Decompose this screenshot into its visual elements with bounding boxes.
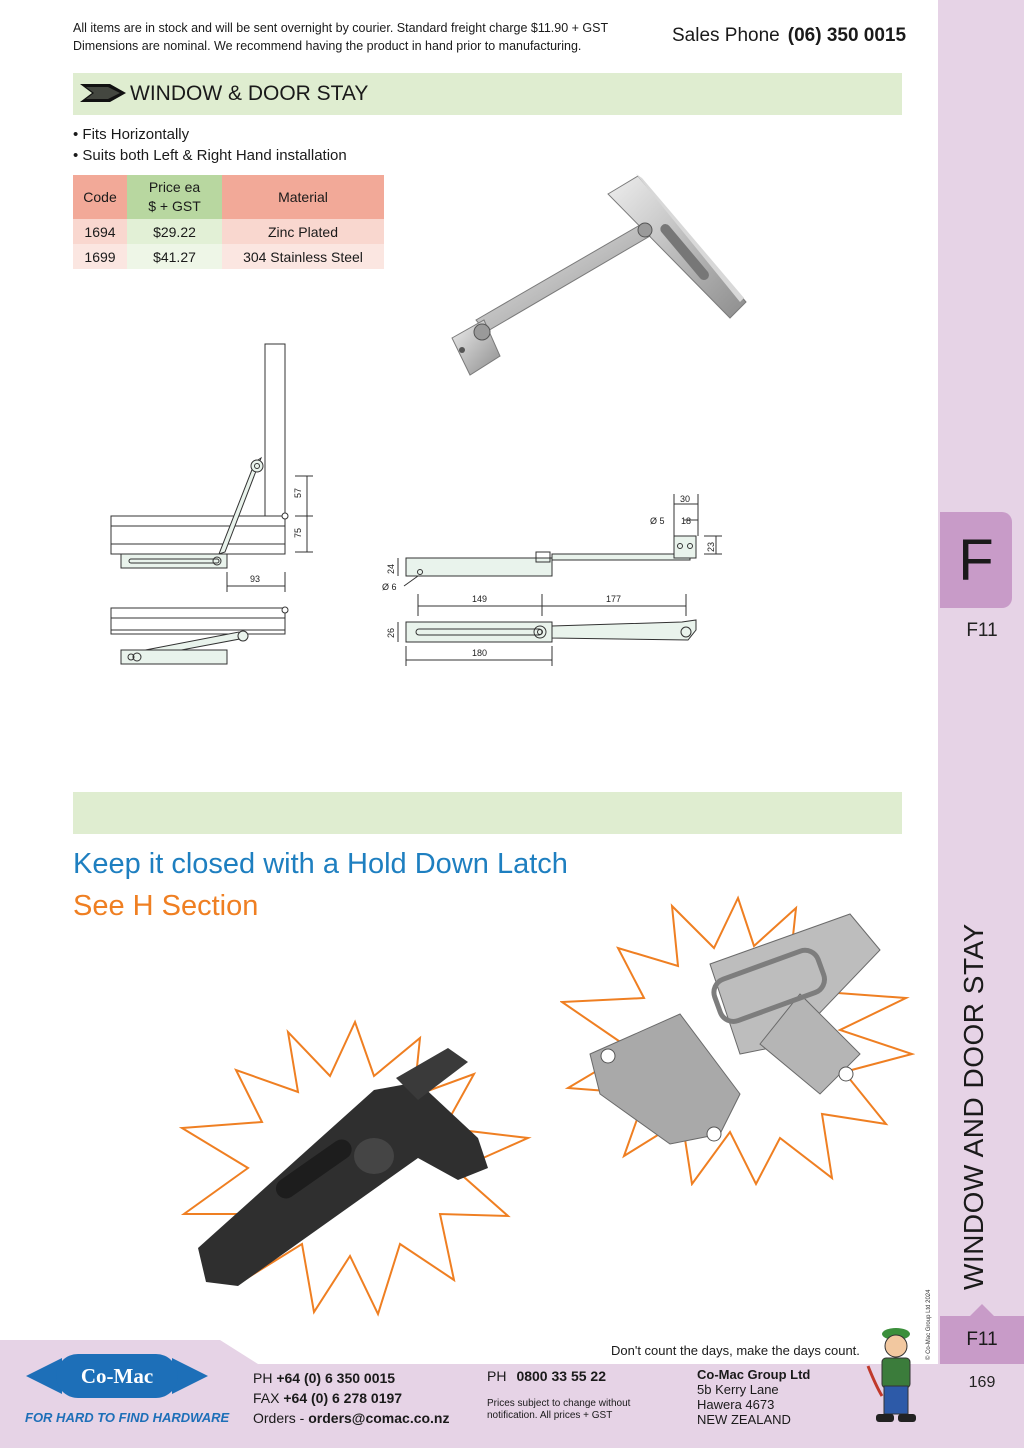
header-price-line2: $ + GST: [148, 198, 201, 214]
address-line: Hawera 4673: [697, 1397, 775, 1412]
promo-subheading[interactable]: See H Section: [73, 890, 259, 922]
toggle-latch-photo: [560, 894, 915, 1186]
footer-tagline: Don't count the days, make the days count.: [611, 1343, 860, 1358]
address-line: NEW ZEALAND: [697, 1412, 791, 1427]
page-code-top: F11: [966, 620, 998, 641]
dim-57: 57: [293, 487, 303, 498]
page-code-bottom-label: F11: [966, 1329, 998, 1350]
rubber-latch-photo: [178, 1018, 532, 1318]
table-row[interactable]: [73, 219, 384, 244]
sales-phone-label: Sales Phone: [672, 25, 780, 46]
price-note: Prices subject to change without notification. All prices + GST: [487, 1398, 631, 1421]
dim-24: 24: [386, 563, 396, 574]
logo-text: Co-Mac: [80, 1364, 154, 1388]
logo-tagline: FOR HARD TO FIND HARDWARE: [25, 1410, 230, 1425]
dim-75: 75: [293, 527, 303, 538]
window-stay-photo: [440, 170, 760, 385]
dim-dia-5: Ø 5: [650, 516, 665, 526]
feature-list: [73, 124, 347, 166]
freephone-number[interactable]: 0800 33 55 22: [516, 1368, 606, 1384]
cell-material: Zinc Plated: [222, 219, 384, 244]
phone-number[interactable]: +64 (0) 6 350 0015: [276, 1370, 396, 1386]
address-line: 5b Kerry Lane: [697, 1382, 779, 1397]
contact-block: [253, 1368, 450, 1428]
dim-93: 93: [250, 574, 261, 584]
dim-177: 177: [606, 594, 622, 604]
side-view-drawing: [105, 340, 325, 670]
price-table: [73, 175, 384, 269]
dim-30: 30: [680, 494, 691, 504]
table-header-row: [73, 175, 384, 219]
arrow-icon: [80, 84, 126, 102]
header-code: Code: [73, 175, 127, 219]
notice-line-2: Dimensions are nominal. We recommend having the product in hand prior to manufacturing.: [73, 39, 582, 53]
mascot-illustration: [862, 1326, 928, 1426]
table-row[interactable]: [73, 244, 384, 269]
freephone: [487, 1368, 606, 1384]
section-letter: F: [958, 527, 994, 593]
dim-180: 180: [472, 648, 488, 658]
plan-view-drawing: [378, 490, 728, 670]
fax-line: [253, 1388, 450, 1408]
copyright: © Co-Mac Group Ltd 2024: [926, 1289, 932, 1360]
feature-item: • Suits both Left & Right Hand installation: [73, 147, 347, 164]
vertical-section-title: WINDOW AND DOOR STAY: [958, 923, 989, 1290]
cell-price: $41.27: [127, 244, 222, 269]
phone-label: PH: [253, 1370, 273, 1386]
promo-band: [73, 792, 902, 834]
promo-heading: Keep it closed with a Hold Down Latch: [73, 848, 568, 880]
dim-dia-6: Ø 6: [382, 582, 397, 592]
notice-line-1: All items are in stock and will be sent overnight by courier. Standard freight charge $11.90 + GST: [73, 21, 609, 35]
cell-price: $29.22: [127, 219, 222, 244]
page-code-bottom: [940, 1316, 1024, 1364]
dim-23: 23: [706, 541, 716, 552]
header-price: [127, 175, 222, 219]
company-name: Co-Mac Group Ltd: [697, 1367, 811, 1382]
company-address: [697, 1367, 810, 1427]
cell-material: 304 Stainless Steel: [222, 244, 384, 269]
sales-phone: [672, 25, 906, 47]
section-tab[interactable]: [940, 512, 1012, 608]
co-mac-logo[interactable]: [22, 1346, 212, 1406]
fax-label: FAX: [253, 1390, 280, 1406]
dim-26: 26: [386, 627, 396, 638]
cell-code: 1694: [73, 219, 127, 244]
orders-label: Orders -: [253, 1410, 305, 1426]
orders-email[interactable]: orders@comac.co.nz: [308, 1410, 450, 1426]
dim-18: 18: [681, 516, 692, 526]
header-material: Material: [222, 175, 384, 219]
page-number: 169: [968, 1374, 996, 1391]
product-title: WINDOW & DOOR STAY: [130, 82, 369, 105]
dim-149: 149: [472, 594, 488, 604]
fax-number: +64 (0) 6 278 0197: [283, 1390, 403, 1406]
freephone-label: PH: [487, 1368, 507, 1384]
feature-item: • Fits Horizontally: [73, 126, 190, 143]
phone-line: [253, 1368, 450, 1388]
orders-line: [253, 1408, 450, 1428]
sales-phone-number[interactable]: (06) 350 0015: [787, 25, 907, 46]
cell-code: 1699: [73, 244, 127, 269]
tab-notch: [970, 1304, 994, 1316]
stock-notice: [73, 19, 653, 55]
header-price-line1: Price ea: [148, 179, 201, 195]
